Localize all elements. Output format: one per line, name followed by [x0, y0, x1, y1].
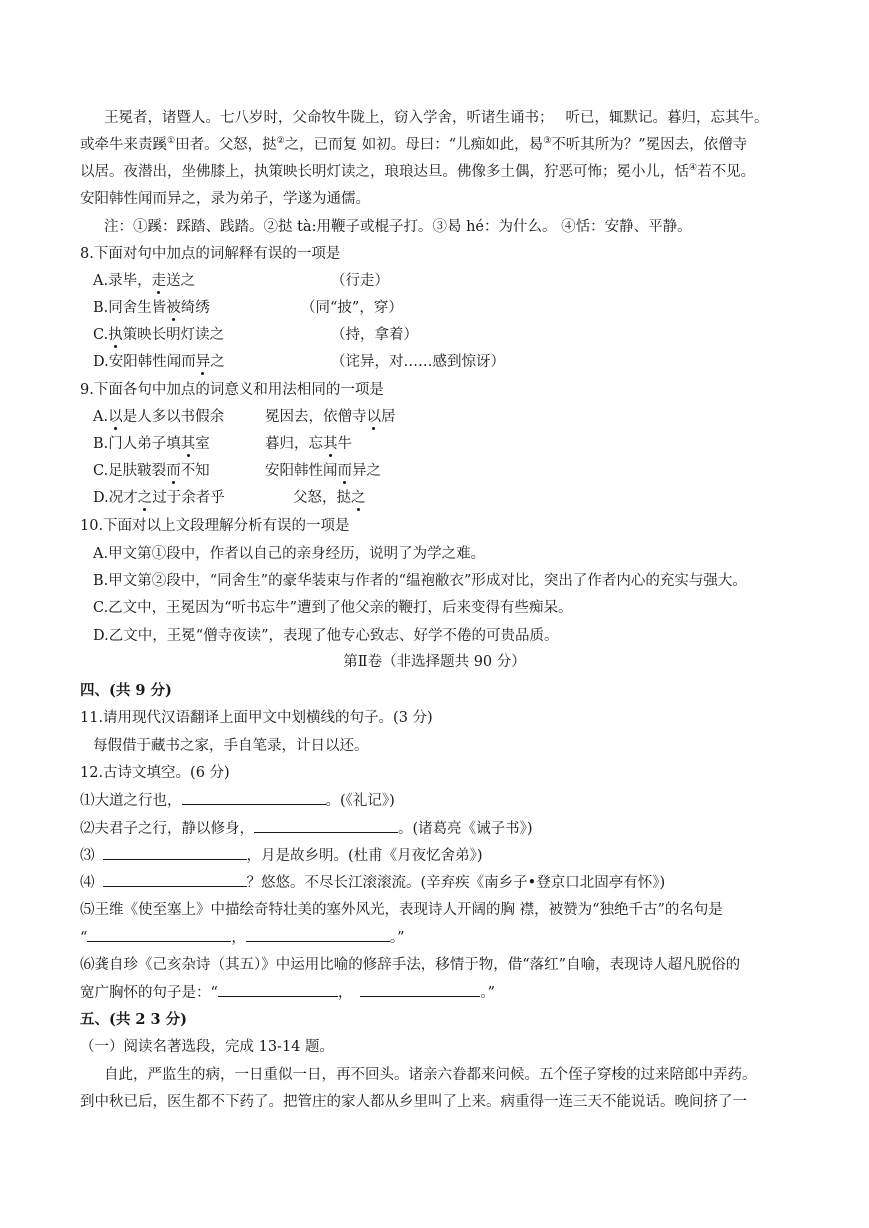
- q11-stem: 11.请用现代汉语翻译上面甲文中划横线的句子。(3 分): [80, 710, 433, 726]
- answer-blank[interactable]: [360, 982, 480, 997]
- answer-blank[interactable]: [246, 927, 390, 942]
- volume-2-title: 第Ⅱ卷（非选择题共 90 分）: [343, 654, 526, 670]
- q8-option-a: A.录毕，走送之 （行走）: [93, 273, 389, 289]
- q10-option-a: A.甲文第①段中，作者以自己的亲身经历，说明了为学之难。: [93, 546, 486, 562]
- q12-item-3: ⑶ ，月是故乡明。(杜甫《月夜忆舍弟》): [80, 845, 483, 866]
- novel-excerpt-line-1: 自此，严监生的病，一日重似一日，再不回头。诸亲六眷都来问候。五个侄子穿梭的过来陪郎中弄药。: [104, 1067, 757, 1083]
- section-5-heading: 五、(共 2 3 分): [80, 1011, 188, 1028]
- answer-blank[interactable]: [218, 982, 338, 997]
- q9-option-b: B.门人弟子填其室 暮归，忘其牛: [93, 436, 352, 452]
- passage-line-2: 或牵牛来责蹊①田者。父怒，挞②之，已而复 如初。母曰：“儿痴如此，曷③不听其所为？”冕因去，依僧寺: [80, 136, 748, 153]
- passage-line-1: 王冕者，诸暨人。七八岁时，父命牧牛陇上，窃入学舍，听诸生诵书； 听已，辄默记。暮归，忘其牛。: [104, 110, 769, 126]
- q12-item-5-line-2: “ ， 。”: [80, 927, 405, 948]
- novel-excerpt-line-2: 到中秋已后，医生都不下药了。把管庄的家人都从乡里叫了上来。病重得一连三天不能说话。晚间挤了一: [80, 1094, 747, 1110]
- passage-note: 注：①蹊：踩踏、践踏。②挞 tà:用鞭子或棍子打。③曷 hé：为什么。 ④恬：安静、平静。: [104, 219, 692, 235]
- answer-blank[interactable]: [103, 845, 247, 860]
- q12-item-5-line-1: ⑸王维《使至塞上》中描绘奇特壮美的塞外风光，表现诗人开阔的胸 襟，被赞为“独绝千古”的名句是: [80, 902, 723, 918]
- q9-option-c: C.足肤皲裂而不知 安阳韩性闻而异之: [93, 463, 381, 479]
- q12-item-2: ⑵夫君子之行，静以修身， 。(诸葛亮《诫子书》): [80, 818, 533, 839]
- passage-line-3: 以居。夜潜出，坐佛膝上，执策映长明灯读之，琅琅达旦。佛像多土偶，狞恶可怖；冕小儿，恬④若不见。: [80, 163, 756, 180]
- q10-option-b: B.甲文第②段中，“同舍生”的豪华装束与作者的“缊袍敝衣”形成对比，突出了作者内心的充实与强大。: [93, 573, 747, 589]
- q8-stem: 8.下面对句中加点的词解释有误的一项是: [80, 246, 341, 262]
- answer-blank[interactable]: [254, 818, 398, 833]
- q11-sentence: 每假借于藏书之家，手自笔录，计日以还。: [93, 738, 369, 754]
- q10-stem: 10.下面对以上文段理解分析有误的一项是: [80, 518, 350, 534]
- q10-option-c: C.乙文中，王冕因为“听书忘牛”遭到了他父亲的鞭打，后来变得有些痴呆。: [93, 600, 573, 616]
- section-5-intro: （一）阅读名著选段，完成 13-14 题。: [80, 1039, 335, 1055]
- q12-item-4: ⑷ ？悠悠。不尽长江滚滚流。(辛弃疾《南乡子•登京口北固亭有怀》): [80, 872, 665, 893]
- q12-item-6-line-2: 宽广胸怀的句子是：“ ， 。”: [80, 982, 495, 1003]
- q9-option-a: A.以是人多以书假余 冕因去，依僧寺以居: [93, 409, 396, 425]
- q12-item-6-line-1: ⑹龚自珍《己亥杂诗（其五）》中运用比喻的修辞手法，移情于物，借“落红”自喻，表现诗人超凡脱俗的: [80, 957, 741, 973]
- q8-option-c: C.执策映长明灯读之 （持，拿着）: [93, 327, 418, 343]
- q10-option-d: D.乙文中，王冕“僧寺夜读”，表现了他专心致志、好学不倦的可贵品质。: [93, 628, 559, 644]
- q8-option-d: D.安阳韩性闻而异之 （诧异，对……感到惊讶）: [93, 354, 505, 370]
- q12-stem: 12.古诗文填空。(6 分): [80, 765, 230, 781]
- passage-line-4: 安阳韩性闻而异之，录为弟子，学遂为通儒。: [80, 191, 370, 207]
- q9-stem: 9.下面各句中加点的词意义和用法相同的一项是: [80, 382, 384, 398]
- q12-item-1: ⑴大道之行也， 。(《礼记》): [80, 790, 395, 811]
- answer-blank[interactable]: [103, 872, 247, 887]
- q8-option-b: B.同舍生皆被绮绣 （同“披”，穿）: [93, 300, 403, 316]
- answer-blank[interactable]: [182, 790, 326, 805]
- section-4-heading: 四、(共 9 分): [80, 682, 172, 699]
- answer-blank[interactable]: [87, 927, 231, 942]
- q9-option-d: D.况才之过于余者乎 父怒，挞之: [93, 490, 366, 506]
